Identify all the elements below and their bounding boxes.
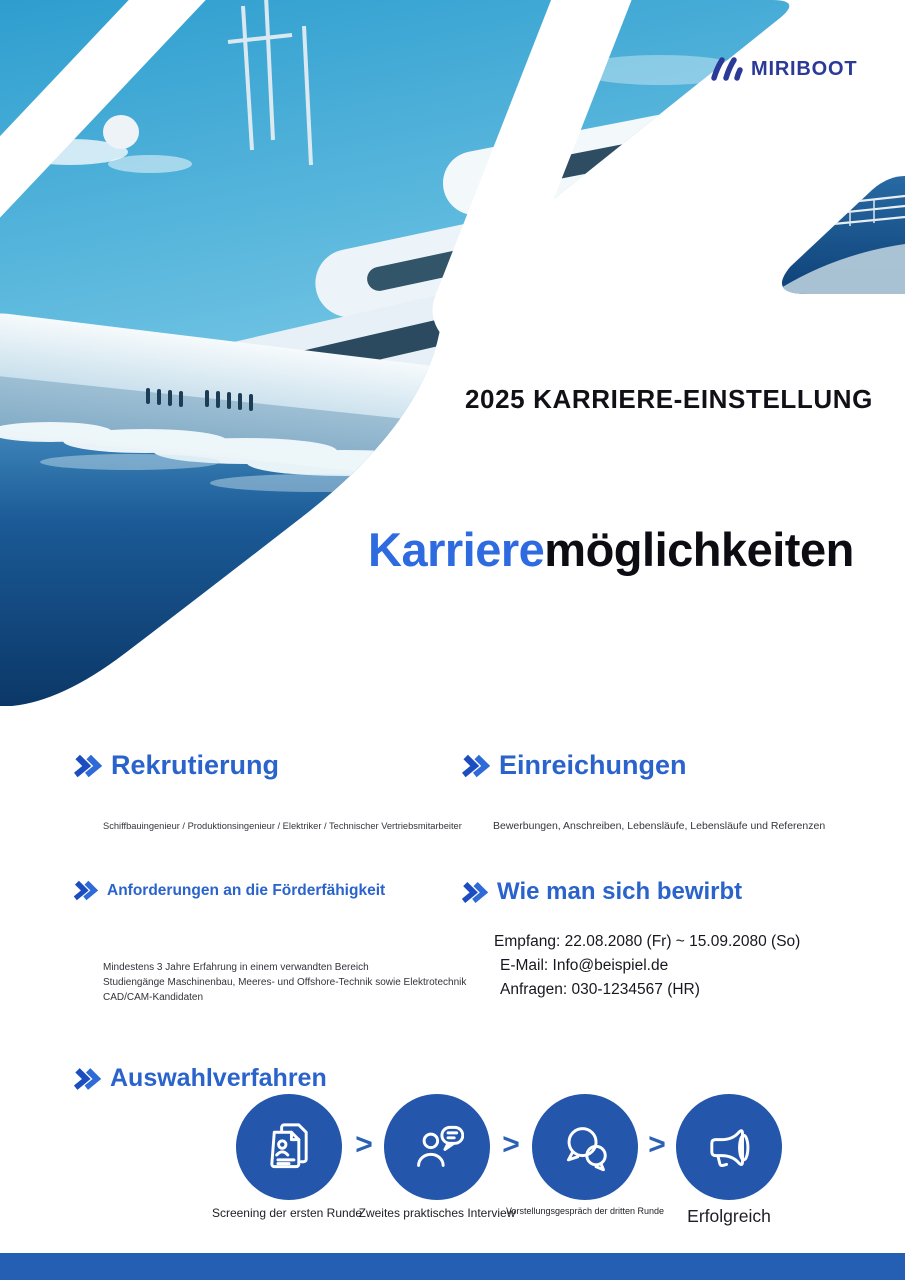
chat-bubbles-icon — [558, 1120, 612, 1174]
section-heading-rekrutierung — [72, 750, 279, 781]
step-label: Erfolgreich — [687, 1206, 771, 1226]
hero-title — [368, 522, 854, 577]
double-chevron-icon — [460, 881, 488, 904]
step-label: Screening der ersten Runde — [211, 1206, 363, 1220]
double-chevron-icon — [72, 754, 102, 778]
section-heading-label: Wie man sich bewirbt — [497, 878, 743, 905]
brand-logo — [710, 56, 857, 82]
anforderungen-line: CAD/CAM-Kandidaten — [103, 992, 204, 1003]
step-label: Vorstellungsgespräch der dritten Runde — [505, 1206, 665, 1216]
process-step-circle — [384, 1094, 490, 1200]
step-arrow-separator: > — [502, 1128, 520, 1161]
process-step-circle — [236, 1094, 342, 1200]
section-heading-label: Auswahlverfahren — [110, 1064, 327, 1092]
megaphone-icon — [702, 1120, 756, 1174]
interview-person-speech-icon — [410, 1120, 464, 1174]
process-step-circle — [532, 1094, 638, 1200]
step-arrow-separator: > — [648, 1128, 666, 1161]
logo-mark-icon — [710, 56, 744, 82]
railing-sea-fragment — [750, 170, 905, 300]
double-chevron-icon — [72, 880, 98, 901]
hero-title-rest: möglichkeiten — [544, 523, 854, 576]
anforderungen-line: Studiengänge Maschinenbau, Meeres- und Offshore-Technik sowie Elektrotechnik — [103, 977, 467, 988]
process-step-circle — [676, 1094, 782, 1200]
section-heading-bewerbung — [460, 878, 742, 906]
bewerbung-line: Empfang: 22.08.2080 (Fr) ~ 15.09.2080 (So) — [494, 933, 801, 950]
bewerbung-line: Anfragen: 030-1234567 (HR) — [500, 981, 700, 999]
double-chevron-icon — [460, 754, 490, 778]
section-heading-label: Einreichungen — [499, 750, 687, 780]
step-arrow-separator: > — [355, 1128, 373, 1161]
hero-subtitle: 2025 KARRIERE-EINSTELLUNG — [465, 384, 873, 414]
anforderungen-line: Mindestens 3 Jahre Erfahrung in einem verwandten Bereich — [103, 962, 369, 973]
footer-bar — [0, 1253, 905, 1280]
einreichungen-body: Bewerbungen, Anschreiben, Lebensläufe, Lebensläufe und Referenzen — [493, 820, 826, 832]
bewerbung-body — [494, 930, 800, 1002]
double-chevron-icon — [72, 1067, 101, 1091]
section-heading-auswahlverfahren — [72, 1064, 327, 1093]
rekrutierung-body: Schiffbauingenieur / Produktionsingenieur / Elektriker / Technischer Vertriebsmitarbeiter — [103, 821, 462, 831]
anforderungen-body — [103, 960, 466, 1005]
section-heading-einreichungen — [460, 750, 687, 781]
bewerbung-line: E-Mail: Info@beispiel.de — [500, 957, 669, 975]
brand-name: MIRIBOOT — [751, 57, 858, 80]
section-heading-label: Anforderungen an die Förderfähigkeit — [107, 881, 386, 899]
step-label: Zweites praktisches Interview — [358, 1206, 516, 1220]
hero-title-highlight: Karriere — [368, 523, 545, 576]
section-heading-anforderungen — [72, 880, 385, 901]
section-heading-label: Rekrutierung — [111, 750, 280, 780]
resume-documents-icon — [262, 1120, 316, 1174]
radar-dome — [103, 115, 139, 149]
